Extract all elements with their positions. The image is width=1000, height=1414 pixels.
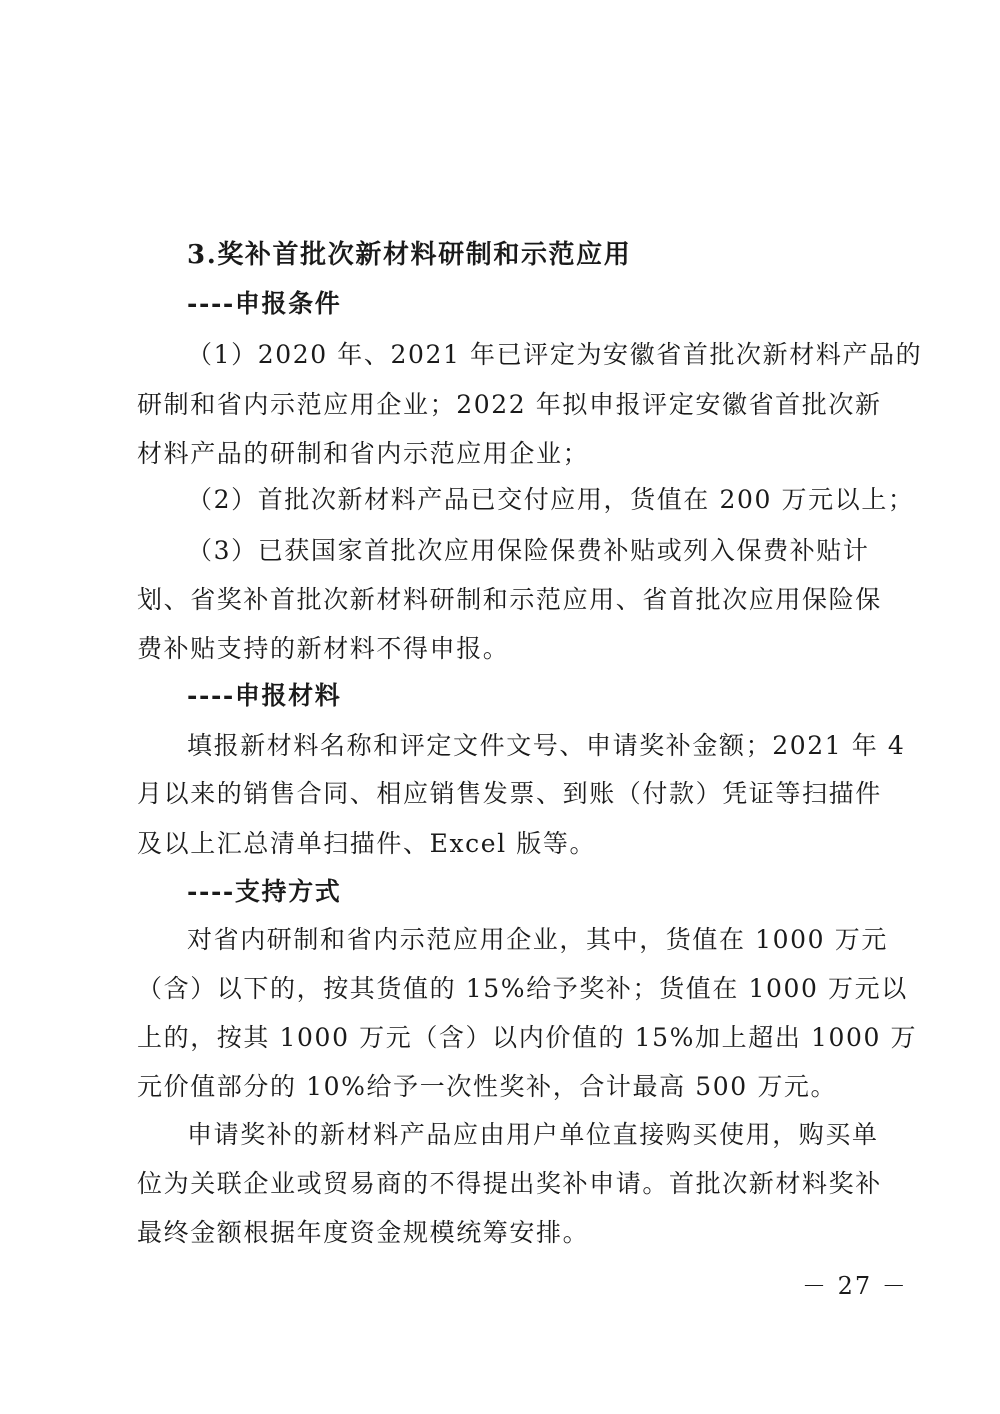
section-title: 3.奖补首批次新材料研制和示范应用 (187, 240, 632, 270)
support-para-2-line-2: 位为关联企业或贸易商的不得提出奖补申请。首批次新材料奖补 (137, 1169, 882, 1198)
support-para-2-line-3: 最终金额根据年度资金规模统筹安排。 (137, 1218, 590, 1247)
support-para-1-line-4: 元价值部分的 10%给予一次性奖补，合计最高 500 万元。 (137, 1072, 838, 1101)
materials-line-3: 及以上汇总清单扫描件、Excel 版等。 (137, 829, 597, 858)
condition-1-line-1: （1）2020 年、2021 年已评定为安徽省首批次新材料产品的 (187, 340, 923, 369)
condition-1-line-2: 研制和省内示范应用企业；2022 年拟申报评定安徽省首批次新 (137, 390, 882, 419)
apply-conditions-heading: ----申报条件 (187, 289, 342, 318)
condition-2-line-1: （2）首批次新材料产品已交付应用，货值在 200 万元以上； (187, 485, 915, 514)
materials-line-1: 填报新材料名称和评定文件文号、申请奖补金额；2021 年 4 (187, 731, 906, 760)
materials-line-2: 月以来的销售合同、相应销售发票、到账（付款）凭证等扫描件 (137, 779, 882, 808)
condition-3-line-3: 费补贴支持的新材料不得申报。 (137, 634, 510, 663)
condition-1-line-3: 材料产品的研制和省内示范应用企业； (137, 439, 590, 468)
support-para-1-line-3: 上的，按其 1000 万元（含）以内价值的 15%加上超出 1000 万 (137, 1023, 918, 1052)
apply-materials-heading: ----申报材料 (187, 681, 342, 710)
support-para-2-line-1: 申请奖补的新材料产品应由用户单位直接购买使用，购买单 (187, 1120, 879, 1149)
page-number: － 27 － (802, 1272, 908, 1300)
condition-3-line-1: （3）已获国家首批次应用保险保费补贴或列入保费补贴计 (187, 536, 870, 565)
condition-3-line-2: 划、省奖补首批次新材料研制和示范应用、省首批次应用保险保 (137, 585, 882, 614)
support-para-1-line-1: 对省内研制和省内示范应用企业，其中，货值在 1000 万元 (187, 925, 888, 954)
support-method-heading: ----支持方式 (187, 877, 342, 906)
support-para-1-line-2: （含）以下的，按其货值的 15%给予奖补；货值在 1000 万元以 (137, 974, 908, 1003)
